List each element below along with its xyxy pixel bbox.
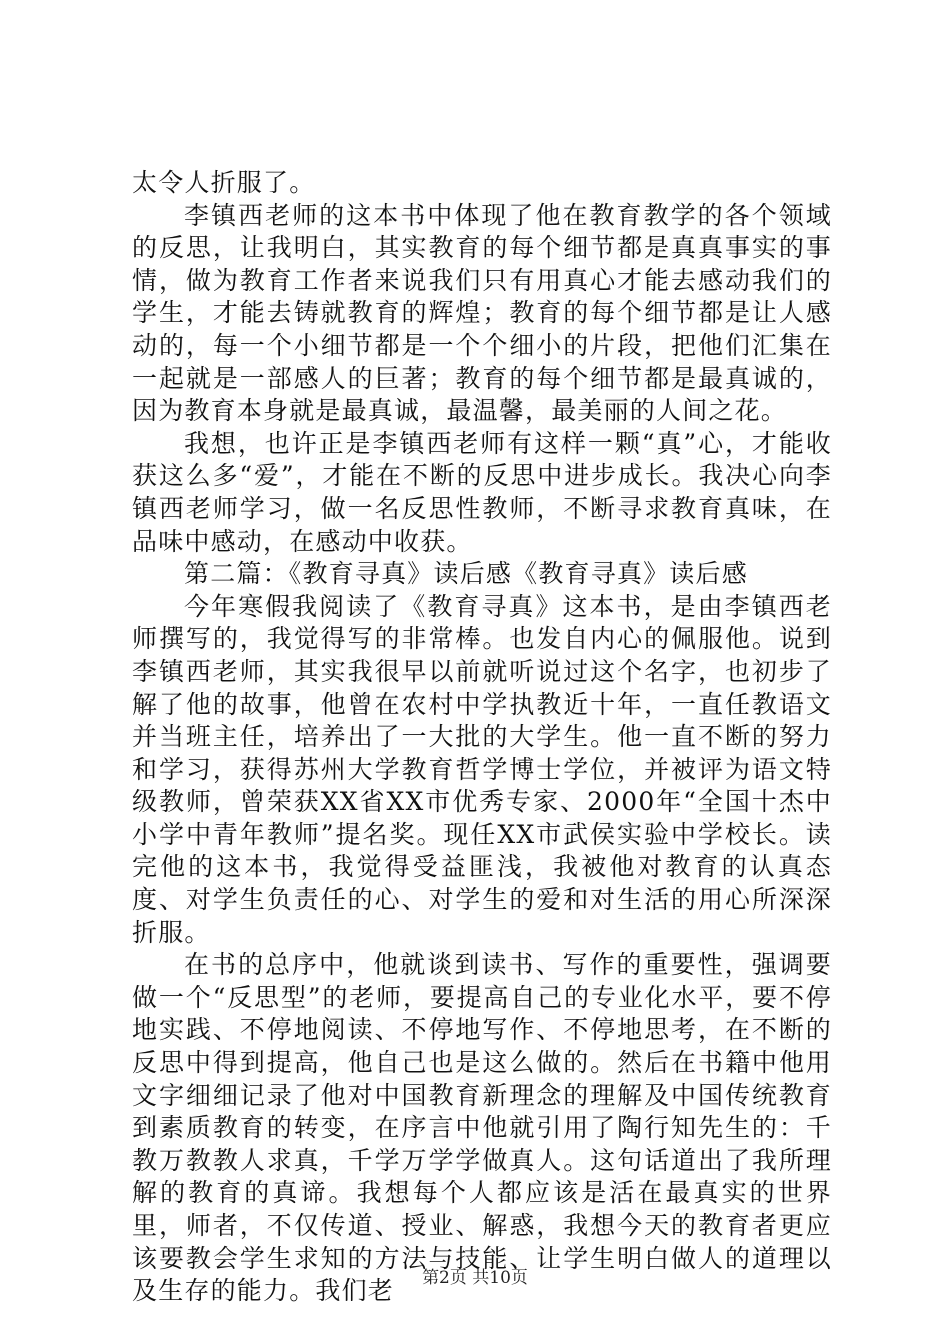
page-footer — [0, 1268, 950, 1288]
paragraph-preface: 在书的总序中，他就谈到读书、写作的重要性，强调要做一个“反思型”的老师，要提高自己的专业化水平，要不停地实践、不停地阅读、不停地写作、不停地思考，在不断的反思中得到提高，他自己也是这么做的。然后在书籍中他用文字细细记录了他对中国教育新理念的理解及中国传统教育到素质教育的转变，在序言中他就引用了陶行知先生的：千教万教教人求真，千学万学学做真人。这句话道出了我所理解的教育的真谛。我想每个人都应该是活在最真实的世界里，师者，不仅传道、授业、解惑，我想今天的教育者更应该要教会学生求知的方法与技能、让学生明白做人的道理以及生存的能力。我们老 — [132, 950, 832, 1306]
paragraph-continuation: 太令人折服了。 — [132, 168, 316, 197]
page-number: 第2页 共10页 — [422, 1268, 528, 1288]
paragraph-reflection: 李镇西老师的这本书中体现了他在教育教学的各个领域的反思，让我明白，其实教育的每个细节都是真真事实的事情，做为教育工作者来说我们只有用真心才能去感动我们的学生，才能去铸就教育的辉煌；教育的每个细节都是让人感动的，每一个小细节都是一个个细小的片段，把他们汇集在一起就是一部感人的巨著；教育的每个细节都是最真诚的，因为教育本身就是最真诚，最温馨，最美丽的人间之花。 — [132, 200, 832, 426]
document-body — [132, 167, 832, 1308]
section-heading: 第二篇：《教育寻真》读后感《教育寻真》读后感 — [184, 559, 748, 589]
paragraph-introduction: 今年寒假我阅读了《教育寻真》这本书，是由李镇西老师撰写的，我觉得写的非常棒。也发自内心的佩服他。说到李镇西老师，其实我很早以前就听说过这个名字，也初步了解了他的故事，他曾在农村中学执教近十年，一直任教语文并当班主任，培养出了一大批的大学生。他一直不断的努力和学习，获得苏州大学教育哲学博士学位，并被评为语文特级教师，曾荣获XX省XX市优秀专家、2000年“全国十杰中小学中青年教师”提名奖。现任XX市武侯实验中学校长。读完他的这本书，我觉得受益匪浅，我被他对教育的认真态度、对学生负责任的心、对学生的爱和对生活的用心所深深折服。 — [132, 591, 832, 947]
paragraph-resolution: 我想，也许正是李镇西老师有这样一颗“真”心，才能收获这么多“爱”，才能在不断的反思中进步成长。我决心向李镇西老师学习，做一名反思性教师，不断寻求教育真味，在品味中感动，在感动中收获。 — [132, 428, 832, 556]
